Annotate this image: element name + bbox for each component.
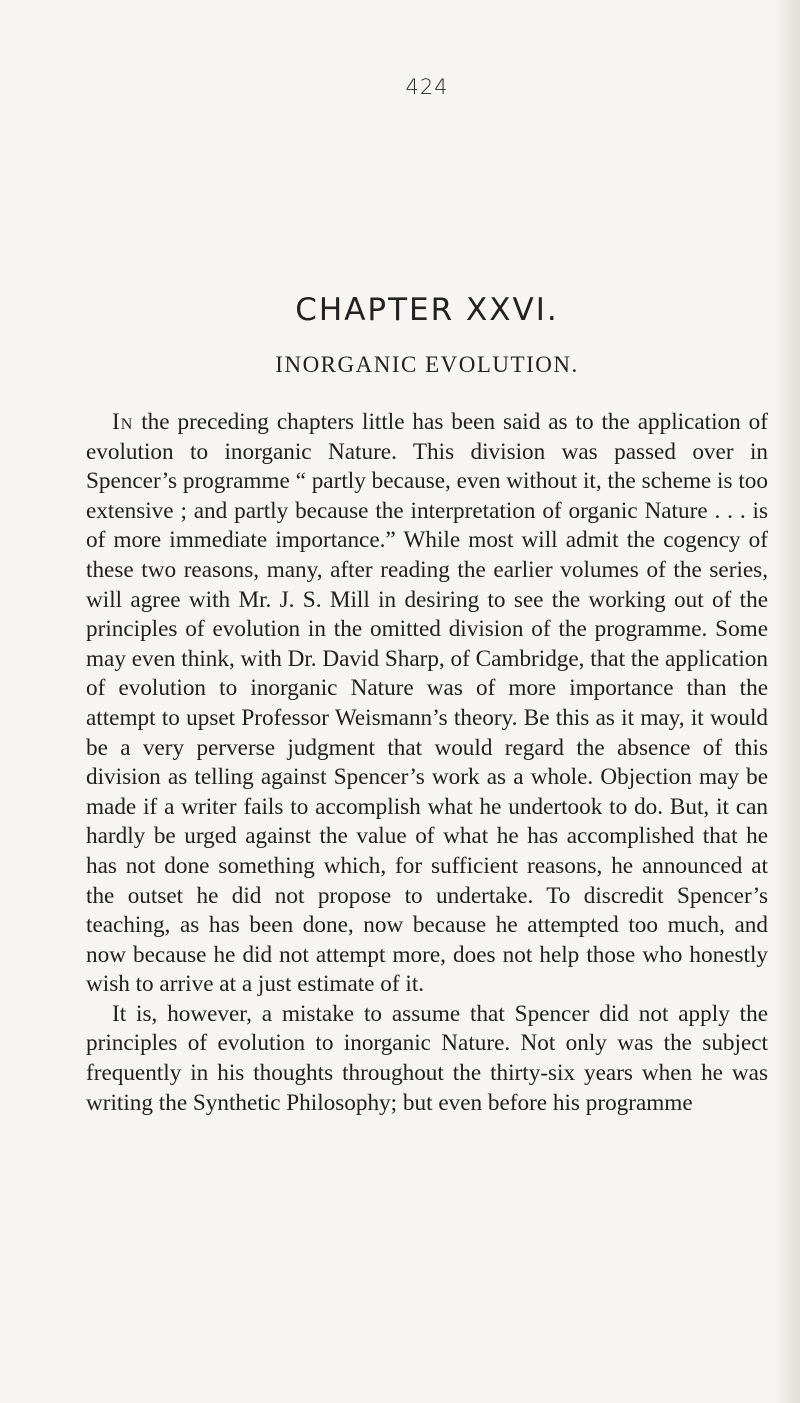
- page-number: 424: [405, 75, 449, 99]
- paragraph-text: It is, however, a mistake to assume that Spencer did not apply the principles of evolution to inorganic Nature. Not only was the subject frequently in his thoughts throughout the thirty-six years when he was writing the Synthetic Philosophy; but even before his programme: [86, 1000, 768, 1116]
- book-page: [86, 74, 768, 1118]
- opening-word: In: [112, 409, 134, 435]
- chapter-title: INORGANIC EVOLUTION.: [275, 352, 579, 377]
- page-edge-shadow: [774, 0, 800, 1403]
- paragraph: [86, 408, 768, 1000]
- chapter-heading: CHAPTER XXVI.: [295, 292, 559, 328]
- body-text: [86, 408, 768, 1118]
- paragraph-text: the preceding chapters little has been said as to the application of evolution to inorganic Nature. This division was passed over in Spencer’s programme “ partly because, even without it, the scheme is too extensive ; and partly because the interpretation of organic Nature . . . is of more immediate importance.” While most will admit the cogency of these two reasons, many, after reading the earlier volumes of the series, will agree with Mr. J. S. Mill in desiring to see the working out of the principles of evolution in the omitted division of the programme. Some may even think, with Dr. David Sharp, of Cambridge, that the application of evolution to inorganic Nature was of more importance than the attempt to upset Professor Weismann’s theory. Be this as it may, it would be a very perverse judgment that would regard the absence of this division as telling against Spencer’s work as a whole. Objection may be made if a writer fails to accomplish what he undertook to do. But, it can hardly be urged against the value of what he has accomplished that he has not done something which, for sufficient reasons, he announced at the outset he did not propose to undertake. To discredit Spencer’s teaching, as has been done, now because he attempted too much, and now because he did not attempt more, does not help those who honestly wish to arrive at a just estimate of it.: [86, 409, 768, 998]
- paragraph: [86, 1000, 768, 1118]
